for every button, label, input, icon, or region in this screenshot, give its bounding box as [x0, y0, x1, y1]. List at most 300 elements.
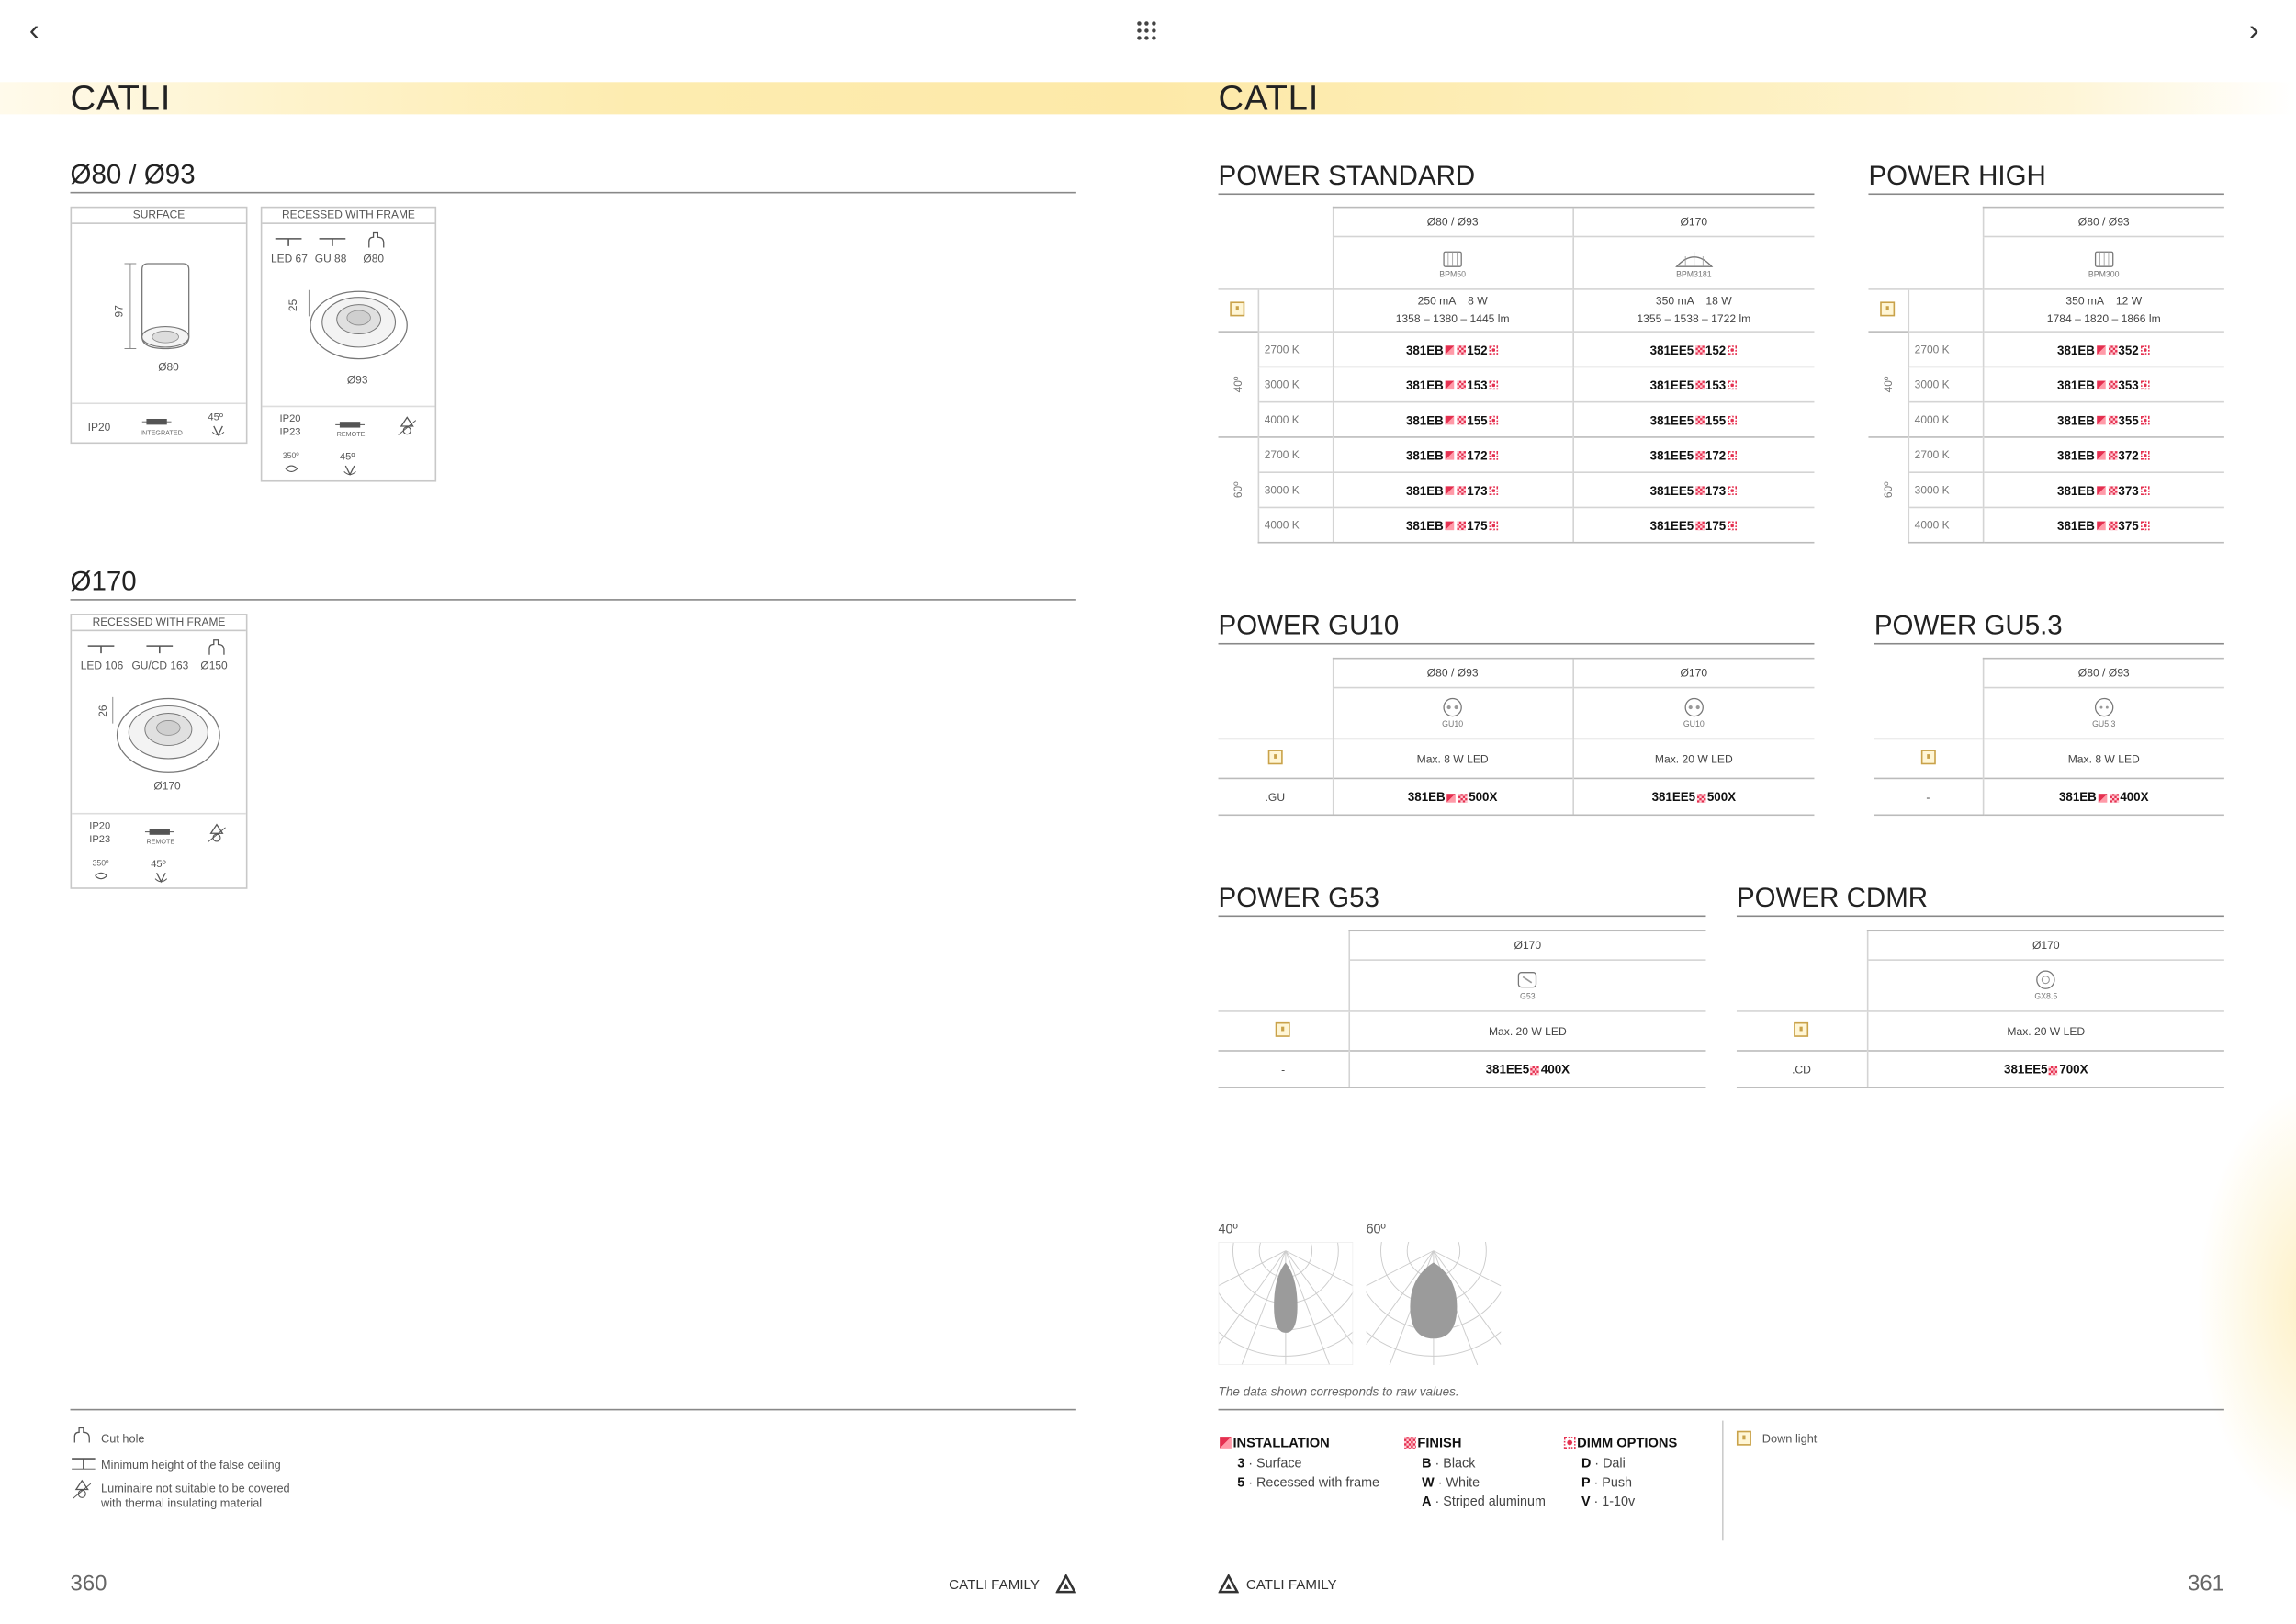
max-power-cell: Max. 20 W LED — [1572, 739, 1814, 778]
module-cell — [1983, 236, 2224, 288]
no-insulation-icon — [205, 821, 229, 845]
driver-icon — [142, 416, 174, 428]
cct-cell: 2700 K — [1908, 332, 1983, 367]
legend-min-height: Minimum height of the false ceiling — [101, 1459, 281, 1472]
size-header: Ø80 / Ø93 — [1333, 208, 1572, 237]
installation-icon — [1445, 381, 1454, 390]
suffix-cell: - — [1219, 1051, 1349, 1088]
driver-label: REMOTE — [336, 430, 366, 438]
min-height-icon — [71, 1456, 97, 1471]
code-suffix: 373 — [2118, 482, 2139, 498]
socket-cell — [1867, 960, 2224, 1011]
legend-no-insulation-line2: with thermal insulating material — [101, 1496, 263, 1510]
downlight-icon — [1737, 1431, 1751, 1446]
code-suffix: 500X — [1706, 789, 1737, 805]
beam-diagram-60 — [1367, 1242, 1502, 1365]
code-suffix: 175 — [1467, 517, 1488, 533]
finish-icon — [1695, 486, 1705, 495]
legend-key: D — [1581, 1455, 1592, 1471]
code-suffix: 700X — [2059, 1061, 2088, 1077]
page-number-right: 361 — [2188, 1571, 2224, 1596]
cct-cell: 2700 K — [1258, 332, 1333, 367]
grid-menu-icon[interactable] — [1136, 20, 1156, 40]
module-cell — [1572, 236, 1814, 288]
spec-current-power: 250 mA 8 W — [1417, 294, 1488, 308]
legend-value: · Surface — [1244, 1455, 1302, 1471]
dimm-icon — [1728, 416, 1737, 425]
socket-type: GX8.5 — [2034, 993, 2058, 1002]
downlight-icon — [1795, 1022, 1809, 1037]
legend-key: B — [1422, 1455, 1432, 1471]
legend-value: · Recessed with frame — [1244, 1474, 1379, 1490]
installation-icon — [2096, 416, 2105, 425]
finish-icon — [1457, 451, 1466, 460]
socket-icon — [2092, 697, 2116, 717]
legend-value: · Push — [1590, 1474, 1633, 1490]
cct-cell: 4000 K — [1258, 402, 1333, 437]
card-header: RECESSED WITH FRAME — [72, 615, 246, 632]
finish-icon — [2049, 1066, 2058, 1075]
code-base: 381EB — [2058, 789, 2097, 805]
code-suffix: 400X — [2120, 789, 2149, 805]
product-code-cell — [1333, 437, 1572, 472]
downlight-icon — [1231, 301, 1245, 316]
code-base: 381EE5 — [1649, 447, 1694, 463]
title-band-right — [1148, 82, 2296, 114]
product-code-cell — [1983, 778, 2224, 815]
tilt-label: 45º — [208, 412, 223, 423]
page-number-left: 360 — [70, 1571, 107, 1596]
code-suffix: 173 — [1705, 482, 1727, 498]
section-heading-power-gu10: POWER GU10 — [1219, 609, 1815, 644]
code-suffix: 172 — [1705, 447, 1727, 463]
installation-icon — [2096, 345, 2105, 355]
product-code-cell — [1572, 507, 1814, 542]
brand-logo-icon — [1056, 1574, 1076, 1594]
tilt-label: 45º — [151, 859, 166, 871]
legend-value: · Striped aluminum — [1431, 1494, 1546, 1509]
section-heading-170: Ø170 — [71, 565, 1076, 600]
ip-rating: IP20 — [89, 821, 111, 832]
code-base: 381EB — [2057, 412, 2095, 427]
suffix-cell: .GU — [1219, 778, 1333, 815]
size-header: Ø80 / Ø93 — [1983, 659, 2224, 688]
code-suffix: 500X — [1469, 789, 1498, 805]
code-base: 381EB — [2057, 482, 2095, 498]
product-code-cell — [1333, 332, 1572, 367]
gu-height-label: GU/CD 163 — [131, 659, 189, 672]
installation-icon — [2096, 522, 2105, 531]
installation-icon — [1445, 522, 1454, 531]
dimm-icon — [1489, 522, 1498, 531]
section-heading-power-high: POWER HIGH — [1868, 160, 2223, 195]
cct-cell: 3000 K — [1908, 367, 1983, 401]
legend-dimm — [1562, 1428, 1677, 1512]
module-name: BPM3181 — [1676, 270, 1712, 279]
legend-divider — [71, 1409, 1076, 1411]
size-header: Ø170 — [1867, 930, 2224, 960]
code-base: 381EB — [1405, 342, 1444, 357]
dimm-icon — [1728, 345, 1737, 355]
led-module-icon — [2089, 247, 2119, 267]
legend-no-insulation-line1: Luminaire not suitable to be covered — [101, 1482, 290, 1495]
socket-type: GU10 — [1442, 720, 1464, 730]
legend-value: · Black — [1431, 1455, 1476, 1471]
power-standard-table — [1219, 207, 1815, 544]
min-height-icon — [274, 236, 303, 248]
spec-cell — [1333, 289, 1572, 332]
downlight-icon — [1267, 750, 1282, 764]
max-power-cell: Max. 20 W LED — [1867, 1011, 2224, 1051]
dimm-icon — [2140, 381, 2149, 390]
beam-angle: 40º — [1881, 376, 1895, 393]
module-name: BPM300 — [2088, 270, 2120, 279]
finish-icon — [1695, 416, 1705, 425]
cct-cell: 2700 K — [1258, 437, 1333, 472]
decorative-glow — [2197, 1084, 2296, 1523]
cut-hole-icon — [365, 231, 388, 249]
recessed-luminaire-drawing — [300, 284, 411, 372]
code-suffix: 355 — [2118, 412, 2139, 427]
socket-cell — [1983, 688, 2224, 739]
socket-type: GU10 — [1683, 720, 1705, 730]
installation-icon — [2096, 381, 2105, 390]
socket-cell — [1348, 960, 1705, 1011]
product-code-cell — [1983, 402, 2224, 437]
legend-title: FINISH — [1417, 1435, 1462, 1450]
finish-icon — [2108, 522, 2117, 531]
dimm-icon — [1489, 486, 1498, 495]
legend-cut-hole: Cut hole — [101, 1432, 145, 1446]
module-cell — [1333, 236, 1572, 288]
downlight-cell — [1219, 1011, 1349, 1051]
legend-title: DIMM OPTIONS — [1577, 1435, 1678, 1450]
spec-lumens: 1784 – 1820 – 1866 lm — [2046, 311, 2161, 325]
socket-icon — [1683, 697, 1706, 717]
dimm-icon — [2140, 451, 2149, 460]
code-base: 381EB — [2057, 377, 2095, 392]
finish-icon — [1458, 793, 1468, 802]
led-module-icon — [1438, 247, 1468, 267]
code-base: 381EB — [1405, 377, 1444, 392]
beam-angle: 60º — [1231, 481, 1244, 499]
finish-icon — [2110, 793, 2119, 802]
product-code-cell — [1572, 437, 1814, 472]
size-header: Ø170 — [1348, 930, 1705, 960]
cut-hole-icon — [205, 638, 229, 656]
code-base: 381EB — [2057, 517, 2095, 533]
installation-icon — [1445, 345, 1454, 355]
prev-page-button[interactable]: ‹ — [28, 14, 39, 48]
downlight-cell — [1219, 739, 1333, 778]
socket-icon — [2034, 969, 2058, 989]
recessed-card-80-93 — [261, 207, 436, 482]
code-base: 381EB — [2057, 342, 2095, 357]
surface-luminaire-drawing — [116, 261, 204, 364]
dimm-icon — [2140, 486, 2149, 495]
dimm-icon — [1489, 451, 1498, 460]
power-high-table — [1868, 207, 2223, 544]
finish-icon — [1457, 381, 1466, 390]
section-heading-80-93: Ø80 / Ø93 — [71, 158, 1076, 193]
socket-icon — [1441, 697, 1465, 717]
legend-finish — [1402, 1428, 1546, 1512]
code-base: 381EB — [1405, 412, 1444, 427]
surface-diameter-label: Ø80 — [158, 360, 179, 374]
socket-type: GU5.3 — [2092, 720, 2116, 730]
legend-no-insulation — [101, 1483, 290, 1512]
page-title-right: CATLI — [1218, 79, 1320, 119]
legend-key: 3 — [1237, 1455, 1245, 1471]
recessed-diameter-label: Ø93 — [346, 373, 368, 387]
finish-icon — [1531, 1066, 1540, 1075]
cct-cell: 4000 K — [1908, 402, 1983, 437]
installation-icon — [1220, 1436, 1232, 1448]
led-module-icon — [1673, 247, 1715, 267]
ip-rating-2: IP23 — [89, 834, 111, 845]
no-insulation-icon — [395, 414, 419, 438]
cct-cell: 3000 K — [1258, 472, 1333, 507]
installation-icon — [1445, 486, 1454, 495]
finish-icon — [1695, 345, 1705, 355]
downlight-icon — [1881, 301, 1896, 316]
legend-title: INSTALLATION — [1232, 1435, 1330, 1450]
downlight-icon — [1276, 1022, 1290, 1037]
finish-icon — [1697, 793, 1706, 802]
code-suffix: 352 — [2118, 342, 2139, 357]
finish-icon — [1695, 381, 1705, 390]
finish-icon — [2108, 416, 2117, 425]
legend-value: · Dali — [1591, 1455, 1626, 1471]
tilt-icon — [153, 872, 168, 885]
suffix-cell: - — [1874, 778, 1983, 815]
downlight-cell — [1737, 1011, 1867, 1051]
power-standard-rows — [1219, 332, 1815, 543]
legend-downlight — [1737, 1427, 1817, 1453]
spec-cell — [1983, 289, 2224, 332]
beam-angle: 60º — [1881, 481, 1895, 499]
legend-key: A — [1422, 1494, 1432, 1509]
driver-label: INTEGRATED — [141, 429, 183, 437]
finish-icon — [2108, 381, 2117, 390]
code-suffix: 153 — [1467, 377, 1488, 392]
min-height-icon — [86, 643, 116, 655]
product-code-cell — [1983, 367, 2224, 401]
cct-cell: 4000 K — [1258, 507, 1333, 542]
min-height-icon — [318, 236, 347, 248]
next-page-button[interactable]: › — [2248, 14, 2259, 48]
cut-hole-label: Ø80 — [363, 252, 385, 265]
finish-icon — [2108, 345, 2117, 355]
cut-hole-icon — [71, 1427, 95, 1444]
power-g53-table — [1219, 930, 1706, 1088]
socket-type: G53 — [1520, 993, 1536, 1002]
section-heading-power-cdmr: POWER CDMR — [1737, 882, 2224, 917]
cut-hole-label: Ø150 — [200, 659, 228, 672]
spec-current-power: 350 mA 12 W — [2065, 294, 2143, 308]
gu-height-label: GU 88 — [314, 252, 347, 265]
product-code-cell — [1572, 332, 1814, 367]
code-suffix: 175 — [1705, 517, 1727, 533]
recessed-luminaire-drawing — [110, 692, 228, 783]
legend-key: V — [1581, 1494, 1591, 1509]
product-code-cell — [1572, 402, 1814, 437]
code-base: 381EE5 — [1649, 377, 1694, 392]
finish-icon — [2108, 451, 2117, 460]
cct-cell: 2700 K — [1908, 437, 1983, 472]
section-heading-power-g53: POWER G53 — [1219, 882, 1706, 917]
code-base: 381EE5 — [1649, 517, 1694, 533]
code-suffix: 155 — [1467, 412, 1488, 427]
dimm-icon — [1489, 345, 1498, 355]
code-suffix: 152 — [1467, 342, 1488, 357]
dimm-icon — [2140, 522, 2149, 531]
finish-icon — [1404, 1436, 1416, 1448]
dimm-icon — [1489, 416, 1498, 425]
beam-label-60: 60º — [1366, 1221, 1386, 1236]
installation-icon — [1445, 416, 1454, 425]
code-base: 381EB — [1405, 447, 1444, 463]
code-suffix: 153 — [1705, 377, 1727, 392]
socket-icon — [1516, 969, 1540, 989]
finish-icon — [1695, 451, 1705, 460]
product-code-cell — [1983, 332, 2224, 367]
ip-rating: IP20 — [87, 420, 111, 434]
legend-value: · 1-10v — [1590, 1494, 1636, 1509]
code-suffix: 152 — [1705, 342, 1727, 357]
downlight-cell — [1219, 289, 1258, 332]
max-power-cell: Max. 8 W LED — [1333, 739, 1572, 778]
dimm-icon — [1489, 381, 1498, 390]
led-height-label: LED 106 — [80, 659, 124, 672]
max-power-cell: Max. 20 W LED — [1348, 1011, 1705, 1051]
power-gu53-table — [1874, 658, 2224, 816]
beam-angle: 40º — [1231, 376, 1244, 393]
tilt-label: 45º — [339, 452, 355, 463]
power-high-rows — [1868, 332, 2223, 543]
power-cdmr-table — [1737, 930, 2224, 1088]
finish-icon — [2108, 486, 2117, 495]
product-code-cell — [1983, 507, 2224, 542]
code-suffix: 353 — [2118, 377, 2139, 392]
product-code-cell — [1572, 472, 1814, 507]
legend-value: · White — [1434, 1474, 1480, 1490]
installation-icon — [2098, 793, 2107, 802]
finish-icon — [1457, 522, 1466, 531]
code-base: 381EE5 — [1649, 342, 1694, 357]
max-power-cell: Max. 8 W LED — [1983, 739, 2224, 778]
surface-height-label: 97 — [112, 305, 126, 318]
legend-separator — [1722, 1421, 1724, 1541]
footer-family-left: CATLI FAMILY — [949, 1577, 1040, 1594]
code-base: 381EE5 — [1649, 412, 1694, 427]
spec-lumens: 1358 – 1380 – 1445 lm — [1395, 311, 1510, 325]
finish-icon — [1457, 345, 1466, 355]
cct-cell: 3000 K — [1908, 472, 1983, 507]
spec-cell — [1572, 289, 1814, 332]
code-suffix: 375 — [2118, 517, 2139, 533]
suffix-cell: .CD — [1737, 1051, 1867, 1088]
surface-card — [71, 207, 248, 444]
dimm-icon — [1564, 1436, 1576, 1448]
dimm-icon — [2140, 345, 2149, 355]
code-base: 381EB — [1405, 482, 1444, 498]
recessed-diameter-label: Ø170 — [153, 779, 181, 793]
installation-icon — [2096, 451, 2105, 460]
code-base: 381EB — [1405, 517, 1444, 533]
section-heading-power-gu53: POWER GU5.3 — [1874, 609, 2224, 644]
driver-label: REMOTE — [146, 837, 175, 845]
socket-cell — [1572, 688, 1814, 739]
ip-rating-2: IP23 — [279, 427, 301, 438]
title-band-left — [0, 82, 1148, 114]
product-code-cell — [1348, 1051, 1705, 1088]
code-suffix: 172 — [1467, 447, 1488, 463]
code-suffix: 400X — [1540, 1061, 1570, 1077]
downlight-cell — [1868, 289, 1908, 332]
product-code-cell — [1333, 472, 1572, 507]
driver-icon — [145, 826, 177, 838]
power-gu10-table — [1219, 658, 1815, 816]
card-divider — [262, 406, 434, 408]
beam-label-40: 40º — [1218, 1221, 1238, 1236]
rotation-icon — [283, 463, 300, 475]
recessed-height-label: 25 — [286, 299, 300, 312]
dimm-icon — [1728, 486, 1737, 495]
code-base: 381EE5 — [2004, 1061, 2048, 1077]
card-divider — [72, 402, 246, 404]
product-code-cell — [1983, 472, 2224, 507]
product-code-cell — [1333, 367, 1572, 401]
product-code-cell — [1867, 1051, 2224, 1088]
code-suffix: 372 — [2118, 447, 2139, 463]
legend-key: 5 — [1237, 1474, 1245, 1490]
socket-cell — [1333, 688, 1572, 739]
size-header: Ø170 — [1572, 659, 1814, 688]
legend-divider — [1219, 1409, 2224, 1411]
legend-installation — [1219, 1428, 1379, 1493]
size-header: Ø80 / Ø93 — [1983, 208, 2224, 237]
dimm-icon — [2140, 416, 2149, 425]
ip-rating: IP20 — [279, 414, 301, 425]
footer-family-right: CATLI FAMILY — [1245, 1577, 1337, 1594]
code-base: 381EB — [1407, 789, 1446, 805]
min-height-icon — [145, 643, 174, 655]
card-header: RECESSED WITH FRAME — [262, 208, 434, 224]
led-height-label: LED 67 — [270, 252, 308, 265]
recessed-height-label: 26 — [96, 705, 110, 717]
size-header: Ø80 / Ø93 — [1333, 659, 1572, 688]
finish-icon — [1695, 522, 1705, 531]
beam-diagram-40 — [1219, 1242, 1354, 1365]
size-header: Ø170 — [1572, 208, 1814, 237]
dimm-icon — [1728, 522, 1737, 531]
product-code-cell — [1983, 437, 2224, 472]
recessed-card-170 — [71, 614, 248, 889]
installation-icon — [2096, 486, 2105, 495]
driver-icon — [335, 419, 367, 431]
no-insulation-icon — [71, 1478, 95, 1502]
installation-icon — [1445, 451, 1454, 460]
downlight-icon — [1920, 750, 1935, 764]
tilt-icon — [343, 464, 357, 477]
legend-key: P — [1581, 1474, 1591, 1490]
code-base: 381EE5 — [1649, 482, 1694, 498]
product-code-cell — [1333, 402, 1572, 437]
module-name: BPM50 — [1439, 270, 1467, 279]
cct-cell: 4000 K — [1908, 507, 1983, 542]
tilt-icon — [211, 424, 226, 437]
